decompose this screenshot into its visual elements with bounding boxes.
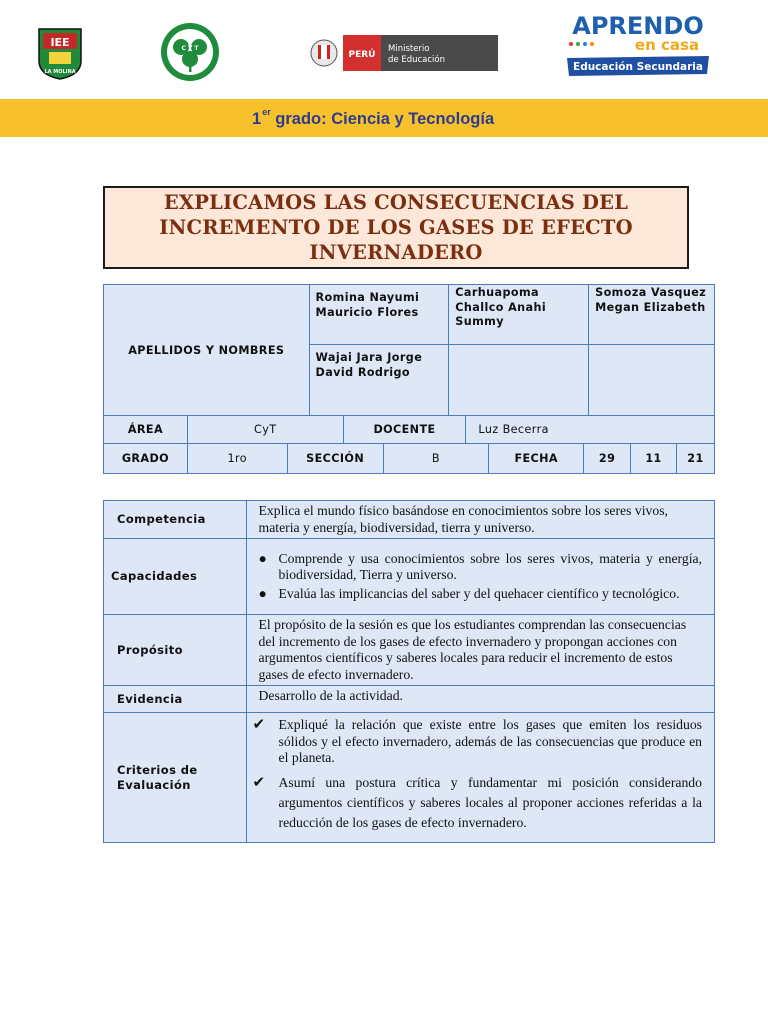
checkmark-icon: ✔ xyxy=(252,772,266,791)
area-docente-row xyxy=(103,415,715,444)
fecha-year: 21 xyxy=(676,444,714,474)
fecha-day: 29 xyxy=(584,444,631,474)
session-details-table xyxy=(103,500,715,843)
svg-text:APRENDO: APRENDO xyxy=(572,12,704,40)
student-name-3: Somoza Vasquez Megan Elizabeth xyxy=(589,285,715,345)
competencia-text: Explica el mundo físico basándose en conocimientos sobre los seres vivos, materia y energía, biodiversidad, tierra y universo. xyxy=(246,501,714,539)
session-title-box xyxy=(103,186,689,269)
evidencia-label: Evidencia xyxy=(104,686,247,713)
area-value: CyT xyxy=(187,416,343,444)
student-name-1: Romina Nayumi Mauricio Flores xyxy=(309,285,449,345)
svg-text:Ministerio: Ministerio xyxy=(388,44,430,54)
svg-text:Educación Secundaria: Educación Secundaria xyxy=(573,61,703,73)
svg-text:C Y T: C Y T xyxy=(181,45,199,52)
capacidad-item: ● Evalúa las implicancias del saber y del quehacer científico y tecnológico. xyxy=(258,585,680,601)
iee-school-crest-logo xyxy=(35,25,85,80)
student-name-5 xyxy=(449,345,589,416)
names-label: APELLIDOS Y NOMBRES xyxy=(104,285,310,416)
seccion-label: SECCIÓN xyxy=(287,444,383,474)
fecha-label: FECHA xyxy=(489,444,584,474)
grade-section-date-row xyxy=(103,443,715,474)
student-info-table xyxy=(103,284,715,416)
seccion-value: B xyxy=(383,444,489,474)
proposito-text: El propósito de la sesión es que los estudiantes comprendan las consecuencias del incremento de los gases de efecto invernadero y propongan acciones con argumentos científicos y saberes locales para reducir el incremento de estos gases de efecto invernadero. xyxy=(246,615,714,686)
criterio-item: ✔ Asumí una postura crítica y fundamentar mi posición considerando argumentos científicos y saberes locales al proponer acciones referidas a la reducción de los gases de efecto invernadero. xyxy=(252,772,702,830)
session-title: EXPLICAMOS LAS CONSECUENCIAS DEL INCREMENTO DE LOS GASES DE EFECTO INVERNADERO xyxy=(159,191,633,264)
docente-value: Luz Becerra xyxy=(466,416,715,444)
svg-text:PERÚ: PERÚ xyxy=(348,50,376,60)
evidencia-text: Desarrollo de la actividad. xyxy=(246,686,714,713)
svg-text:de Educación: de Educación xyxy=(388,55,445,65)
svg-text:IEE: IEE xyxy=(50,36,70,49)
capacidades-label: Capacidades xyxy=(104,539,247,615)
criterios-label: Criterios de Evaluación xyxy=(104,713,247,843)
svg-text:LA MOLINA: LA MOLINA xyxy=(44,69,76,75)
grado-label: GRADO xyxy=(104,444,188,474)
criterios-list xyxy=(246,713,714,843)
capacidad-item: ● Comprende y usa conocimientos sobre los seres vivos, materia y energía, biodiversidad, Tierra y universo. xyxy=(258,550,702,583)
la-molina-clover-logo xyxy=(158,22,222,82)
minedu-peru-logo xyxy=(310,34,500,72)
checkmark-icon: ✔ xyxy=(252,715,266,733)
fecha-month: 11 xyxy=(631,444,677,474)
area-label: ÁREA xyxy=(104,416,188,444)
criterio-item: ✔ Expliqué la relación que existe entre los gases que emiten los residuos sólidos y el efecto invernadero, además de las consecuencias que produce en el planeta. xyxy=(252,715,702,765)
aprendo-en-casa-logo xyxy=(563,10,713,78)
student-name-4: Wajai Jara Jorge David Rodrigo xyxy=(309,345,449,416)
student-name-2: Carhuapoma Challco Anahi Summy xyxy=(449,285,589,345)
grado-value: 1ro xyxy=(187,444,287,474)
student-name-6 xyxy=(589,345,715,416)
competencia-label: Competencia xyxy=(104,501,247,539)
proposito-label: Propósito xyxy=(104,615,247,686)
docente-label: DOCENTE xyxy=(343,416,466,444)
capacidades-list xyxy=(246,539,714,615)
svg-text:en casa: en casa xyxy=(634,36,700,54)
grade-heading: 1er grado: Ciencia y Tecnología xyxy=(252,107,495,128)
